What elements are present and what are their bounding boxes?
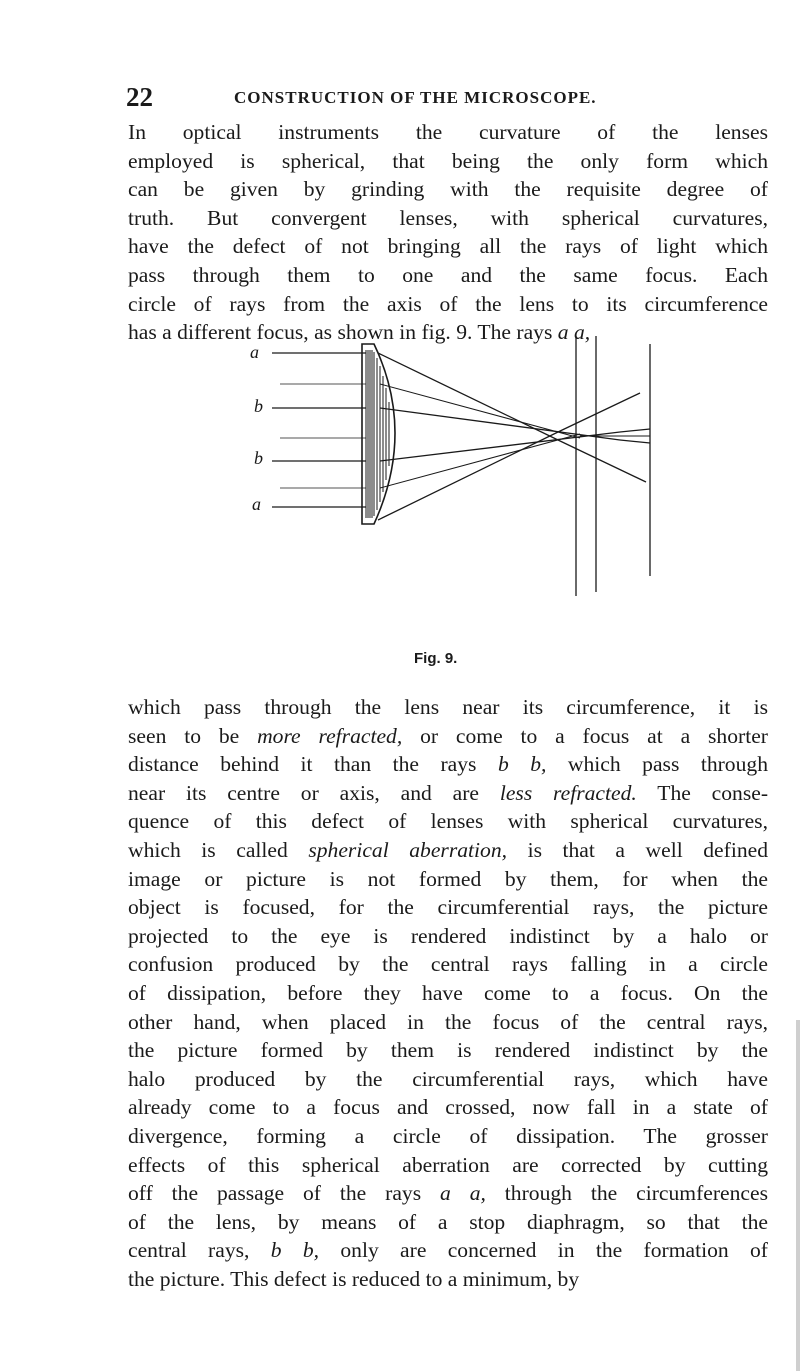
text-line: has a different focus, as shown in fig. 9. The rays a a, [128, 320, 591, 345]
text-line: object is focused, for the circumferential rays, the picture [128, 895, 768, 920]
text-line: central rays, b b, only are concerned in the formation of [128, 1238, 768, 1263]
text-line: the picture. This defect is reduced to a minimum, by [128, 1266, 580, 1291]
text-line: distance behind it than the rays b b, which pass through [128, 752, 768, 777]
text-line: halo produced by the circumferential rays, which have [128, 1066, 768, 1091]
text-line: the picture formed by them is rendered indistinct by the [128, 1038, 768, 1063]
refracted-ray-b-top [380, 408, 620, 440]
page-header [126, 82, 766, 112]
text-line: image or picture is not formed by them, for when the [128, 866, 768, 891]
text-line: of the lens, by means of a stop diaphragm, so that the [128, 1209, 768, 1234]
ray-label-a-top: a [250, 342, 259, 362]
text-line: projected to the eye is rendered indistinct by a halo or [128, 923, 768, 948]
diverging-ray-a-bottom [558, 393, 640, 432]
ray-b-bottom-continue [620, 429, 650, 432]
refracted-ray-a-top [378, 353, 558, 440]
diverging-ray-a-top [558, 440, 646, 482]
text-line: seen to be more refracted, or come to a focus at a shorter [128, 723, 768, 748]
text-line: divergence, forming a circle of dissipation. The grosser [128, 1123, 768, 1148]
lens-outline [362, 344, 395, 524]
text-line: effects of this spherical aberration are corrected by cutting [128, 1152, 768, 1177]
text-line: have the defect of not bringing all the rays of light which [128, 234, 768, 259]
running-head: CONSTRUCTION OF THE MICROSCOPE. [234, 88, 597, 107]
page-edge-shadow [796, 1020, 800, 1371]
text-line: quence of this defect of lenses with spherical curvatures, [128, 809, 768, 834]
ray-label-a-bottom: a [252, 494, 261, 514]
paragraph-intro [128, 118, 768, 347]
text-line: already come to a focus and crossed, now fall in a state of [128, 1095, 768, 1120]
text-line: In optical instruments the curvature of the lenses [128, 120, 768, 144]
text-line: can be given by grinding with the requisite degree of [128, 177, 768, 202]
page-number: 22 [126, 82, 153, 112]
text-line: circle of rays from the axis of the lens to its circumference [128, 291, 768, 316]
text-line: employed is spherical, that being the only form which [128, 148, 768, 173]
text-line: off the passage of the rays a a, through the circumferences [128, 1181, 769, 1206]
text-line: of dissipation, before they have come to a focus. On the [128, 980, 768, 1005]
ray-b-top-continue [620, 440, 650, 443]
text-line: confusion produced by the central rays falling in a circle [128, 952, 768, 977]
figure-caption: Fig. 9. [414, 650, 458, 667]
refracted-ray-a-bottom [378, 432, 558, 520]
text-line: which is called spherical aberration, is that a well defined [128, 837, 769, 862]
ray-label-b-top: b [254, 396, 263, 416]
text-line: pass through them to one and the same focus. Each [128, 262, 768, 287]
figure-9-spherical-aberration [240, 336, 660, 626]
text-line: near its centre or axis, and are less refracted. The conse- [128, 780, 769, 805]
paragraph-body [128, 693, 768, 1293]
text-line: other hand, when placed in the focus of the central rays, [128, 1009, 768, 1034]
text-line: which pass through the lens near its circumference, it is [128, 695, 768, 719]
text-line: truth. But convergent lenses, with spherical curvatures, [128, 205, 768, 230]
ray-label-b-bottom: b [254, 448, 263, 468]
ray-diagram [240, 336, 660, 626]
